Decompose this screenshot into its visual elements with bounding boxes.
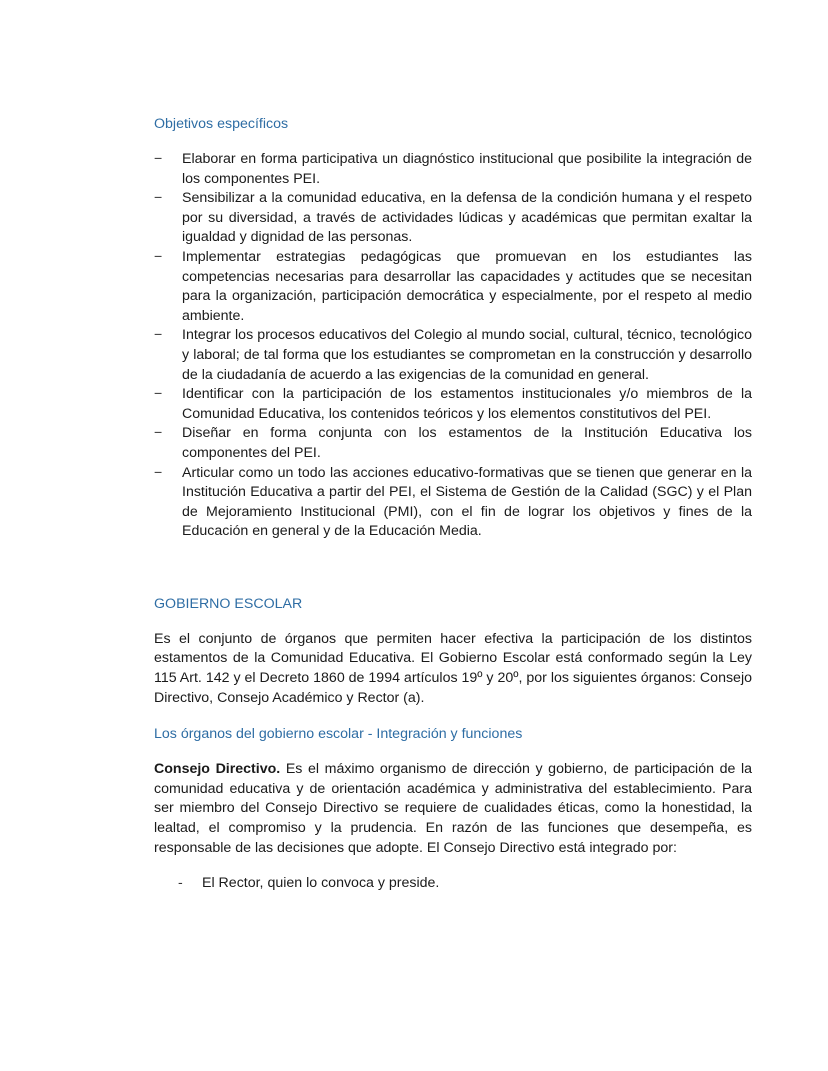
list-item: − Integrar los procesos educativos del Colegio al mundo social, cultural, técnico, tecnológico y laboral; de tal forma que los estudiantes se comprometan en la construcción y desarrollo de la ciudadanía de acuerdo a las exigencias de la comunidad en general. xyxy=(154,327,752,383)
dash-bullet-icon: − xyxy=(154,425,163,442)
list-item: - El Rector, quien lo convoca y preside. xyxy=(154,874,752,894)
objetivos-heading: Objetivos específicos xyxy=(154,116,289,132)
gobierno-heading: GOBIERNO ESCOLAR xyxy=(154,595,303,612)
consejo-directivo-label: Consejo Directivo. xyxy=(154,761,281,778)
dash-bullet-icon: − xyxy=(154,151,163,167)
list-item: − Elaborar en forma participativa un diagnóstico institucional que posibilite la integración de los componentes PEI. xyxy=(154,151,752,187)
consejo-directivo-text: Es el máximo organismo de dirección y gobierno, de participación de la comunidad educativa y de orientación académica y administrativa del establecimiento. Para ser miembro del Consejo Directivo se requiere de cualidades éticas, como la honestidad, la lealtad, el compromiso y la prudencia. En razón de las funciones que desempeña, es responsable de las decisiones que adopte. El Consejo Directivo está integrado por: xyxy=(154,761,752,856)
list-item: − Sensibilizar a la comunidad educativa, en la defensa de la condición humana y el respeto por su diversidad, a través de actividades lúdicas y académicas que permitan exaltar la igualdad y dignidad de las personas. xyxy=(154,190,752,246)
dash-bullet-icon: − xyxy=(154,464,163,481)
dash-bullet-icon: - xyxy=(178,875,183,892)
objetivos-list xyxy=(154,150,752,542)
dash-bullet-icon: − xyxy=(154,327,163,344)
list-item: − Diseñar en forma conjunta con los estamentos de la Institución Educativa los componentes del PEI. xyxy=(154,425,752,461)
list-item: − Articular como un todo las acciones educativo-formativas que se tienen que generar en la Institución Educativa a partir del PEI, el Sistema de Gestión de la Calidad (SGC) y el Plan de Mejoramiento Institucional (PMI), con el fin de lograr los objetivos y fines de la Educación en general y de la Educación Media. xyxy=(154,464,752,540)
gobierno-intro-paragraph: Es el conjunto de órganos que permiten hacer efectiva la participación de los distintos estamentos de la Comunidad Educativa. El Gobierno Escolar está conformado según la Ley 115 Art. 142 y el Decreto 1860 de 1994 artículos 19º y 20º, por los siguientes órganos: Consejo Directivo, Consejo Académico y Rector (a). xyxy=(154,630,752,706)
document-page xyxy=(154,114,752,894)
dash-bullet-icon: − xyxy=(154,248,163,265)
dash-bullet-icon: − xyxy=(154,386,163,403)
list-item: − Implementar estrategias pedagógicas que promuevan en los estudiantes las competencias necesarias para desarrollar las capacidades y actitudes que se necesitan para la organización, participación democrática y especialmente, por el respeto al medio ambiente. xyxy=(154,248,752,324)
consejo-directivo-paragraph xyxy=(154,760,752,858)
organos-heading: Los órganos del gobierno escolar - Integración y funciones xyxy=(154,726,523,743)
list-item: − Identificar con la participación de los estamentos institucionales y/o miembros de la Comunidad Educativa, los contenidos teóricos y los elementos constitutivos del PEI. xyxy=(154,386,752,422)
consejo-members-list xyxy=(154,874,752,894)
dash-bullet-icon: − xyxy=(154,190,163,207)
